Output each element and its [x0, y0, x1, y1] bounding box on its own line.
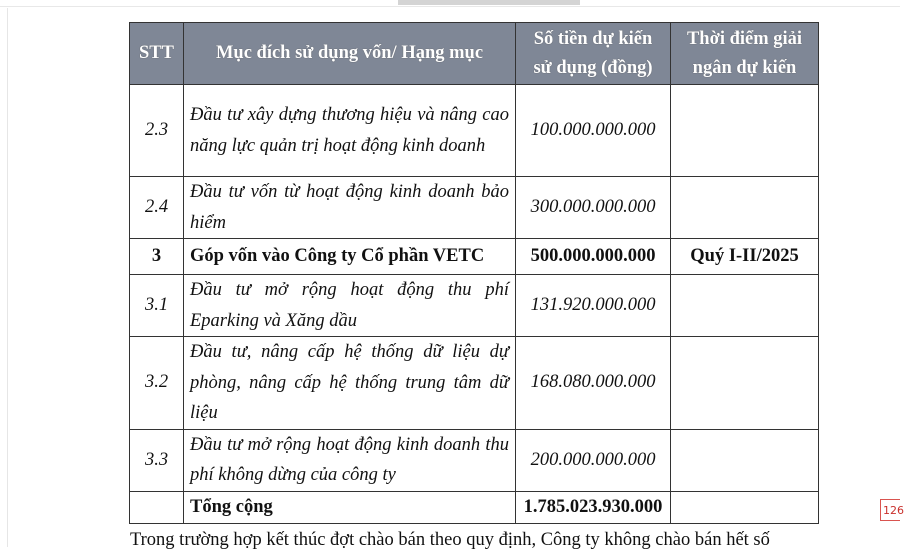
- row-time: Quý I-II/2025: [671, 239, 819, 275]
- row-purpose: Đầu tư xây dựng thương hiệu và nâng cao năng lực quản trị hoạt động kinh doanh: [184, 85, 516, 177]
- row-time: [671, 85, 819, 177]
- header-time: [671, 23, 819, 85]
- row-amount: 500.000.000.000: [516, 239, 671, 275]
- row-stt: 3.2: [130, 337, 184, 430]
- total-label: Tổng cộng: [184, 491, 516, 523]
- row-amount: 168.080.000.000: [516, 337, 671, 430]
- row-stt: 2.3: [130, 85, 184, 177]
- row-time: [671, 177, 819, 239]
- table-row: [130, 85, 819, 177]
- page-edge-line: [7, 8, 8, 547]
- row-amount: 300.000.000.000: [516, 177, 671, 239]
- row-stt: 2.4: [130, 177, 184, 239]
- row-purpose: Góp vốn vào Công ty Cổ phần VETC: [184, 239, 516, 275]
- table-row: [130, 177, 819, 239]
- row-time: [671, 337, 819, 430]
- row-stt: 3.3: [130, 429, 184, 491]
- header-purpose: Mục đích sử dụng vốn/ Hạng mục: [184, 23, 516, 85]
- row-stt: 3.1: [130, 275, 184, 337]
- header-stt: STT: [130, 23, 184, 85]
- row-amount: 131.920.000.000: [516, 275, 671, 337]
- horizontal-scrollbar-thumb[interactable]: [398, 0, 580, 5]
- row-time: [671, 275, 819, 337]
- table-row: [130, 275, 819, 337]
- header-amount: [516, 23, 671, 85]
- table-header-row: [130, 23, 819, 85]
- row-purpose: Đầu tư vốn từ hoạt động kinh doanh bảo hiểm: [184, 177, 516, 239]
- page-number-badge: 126: [880, 499, 900, 521]
- row-amount: 100.000.000.000: [516, 85, 671, 177]
- table-row: [130, 337, 819, 430]
- row-purpose: Đầu tư, nâng cấp hệ thống dữ liệu dự phòng, nâng cấp hệ thống trung tâm dữ liệu: [184, 337, 516, 430]
- row-purpose: Đầu tư mở rộng hoạt động kinh doanh thu phí không dừng của công ty: [184, 429, 516, 491]
- row-purpose: Đầu tư mở rộng hoạt động thu phí Eparking và Xăng dầu: [184, 275, 516, 337]
- row-time: [671, 429, 819, 491]
- row-amount: 200.000.000.000: [516, 429, 671, 491]
- header-amount-line1: Số tiền dự kiến: [533, 28, 653, 49]
- capital-usage-table: [129, 22, 819, 524]
- table-row: [130, 239, 819, 275]
- table-total-row: [130, 491, 819, 523]
- total-stt: [130, 491, 184, 523]
- row-stt: 3: [130, 239, 184, 275]
- total-amount: 1.785.023.930.000: [516, 491, 671, 523]
- total-time: [671, 491, 819, 523]
- table-row: [130, 429, 819, 491]
- header-time-line1: Thời điểm giải: [686, 28, 803, 49]
- header-time-line2: ngân dự kiến: [692, 57, 797, 78]
- body-paragraph: Trong trường hợp kết thúc đợt chào bán theo quy định, Công ty không chào bán hết số: [130, 530, 770, 550]
- header-amount-line2: sử dụng (đồng): [533, 57, 653, 78]
